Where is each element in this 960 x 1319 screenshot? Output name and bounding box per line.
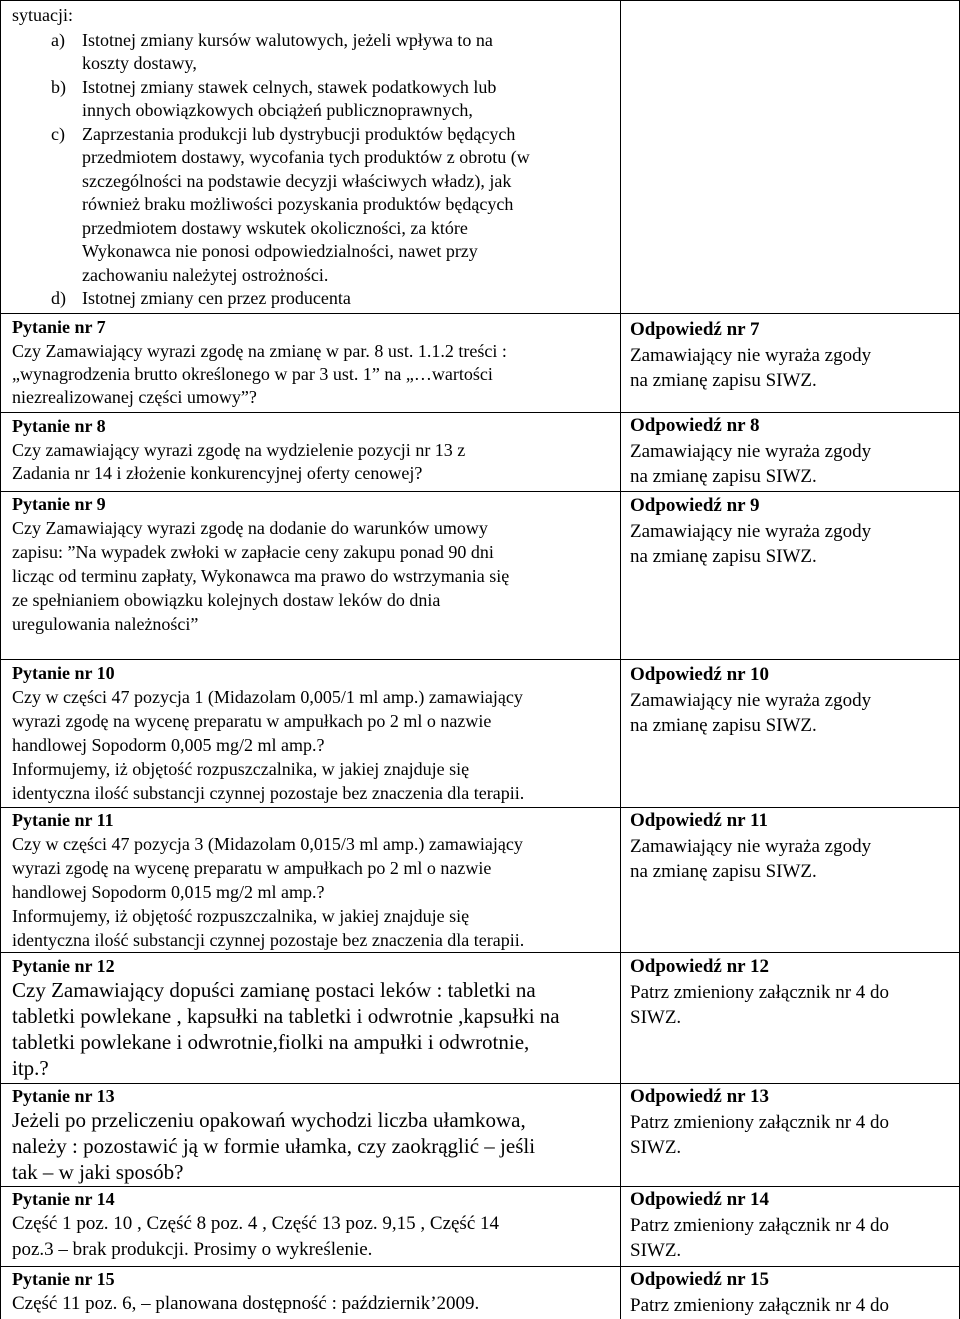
- list-item-text: szczególności na podstawie decyzji właściwych władz), jak: [82, 171, 512, 191]
- question-text: identyczna ilość substancji czynnej pozostaje bez znaczenia dla terapii.: [12, 783, 525, 803]
- answer-title: Odpowiedź nr 7: [630, 319, 760, 340]
- question-text: należy : pozostawić ją w formie ułamka, czy zaokrąglić – jeśli: [12, 1134, 536, 1158]
- row-divider: [0, 313, 960, 314]
- question-text: tak – w jaki sposób?: [12, 1160, 184, 1184]
- row-divider: [0, 491, 960, 492]
- question-text: Czy Zamawiający wyrazi zgodę na dodanie do warunków umowy: [12, 518, 488, 538]
- answer-title: Odpowiedź nr 13: [630, 1086, 770, 1107]
- question-text: Czy w części 47 pozycja 3 (Midazolam 0,015/3 ml amp.) zamawiający: [12, 834, 523, 854]
- question-text: itp.?: [12, 1056, 49, 1080]
- answer-title: Odpowiedź nr 15: [630, 1269, 770, 1290]
- answer-text: Patrz zmieniony załącznik nr 4 do: [630, 1215, 890, 1236]
- question-text: wyrazi zgodę na wycenę preparatu w ampułkach po 2 ml o nazwie: [12, 858, 492, 878]
- question-title: Pytanie nr 11: [12, 810, 114, 830]
- answer-title: Odpowiedź nr 14: [630, 1189, 770, 1210]
- question-text: „wynagrodzenia brutto określonego w par 3 ust. 1” na „…wartości: [12, 364, 493, 384]
- question-title: Pytanie nr 7: [12, 317, 106, 337]
- list-marker: b): [51, 77, 66, 97]
- list-item-text: również braku możliwości pozyskania produktów będących: [82, 194, 514, 214]
- question-text: tabletki powlekane , kapsułki na tabletki i odwrotnie ,kapsułki na: [12, 1004, 560, 1028]
- question-text: Zadania nr 14 i złożenie konkurencyjnej oferty cenowej?: [12, 463, 423, 483]
- question-title: Pytanie nr 12: [12, 956, 115, 976]
- question-text: Część 11 poz. 6, – planowana dostępność : październik’2009.: [12, 1293, 480, 1314]
- answer-text: Zamawiający nie wyraża zgody: [630, 441, 872, 462]
- list-item-text: Istotnej zmiany kursów walutowych, jeżeli wpływa to na: [82, 30, 493, 50]
- row-divider: [0, 1083, 960, 1084]
- list-item-text: koszty dostawy,: [82, 53, 197, 73]
- question-title: Pytanie nr 8: [12, 416, 106, 436]
- answer-text: na zmianę zapisu SIWZ.: [630, 715, 817, 736]
- list-marker: a): [51, 30, 65, 50]
- intro-lead: sytuacji:: [12, 5, 73, 25]
- answer-title: Odpowiedź nr 9: [630, 495, 760, 516]
- question-text: Część 1 poz. 10 , Część 8 poz. 4 , Część 13 poz. 9,15 , Część 14: [12, 1213, 500, 1234]
- question-text: poz.3 – brak produkcji. Prosimy o wykreślenie.: [12, 1239, 373, 1260]
- answer-title: Odpowiedź nr 8: [630, 415, 760, 436]
- answer-text: Zamawiający nie wyraża zgody: [630, 345, 872, 366]
- answer-title: Odpowiedź nr 11: [630, 810, 768, 831]
- question-title: Pytanie nr 13: [12, 1086, 115, 1106]
- question-text: Czy zamawiający wyrazi zgodę na wydzielenie pozycji nr 13 z: [12, 440, 466, 460]
- row-divider: [0, 659, 960, 660]
- answer-text: Patrz zmieniony załącznik nr 4 do: [630, 1112, 890, 1133]
- row-divider: [0, 1266, 960, 1267]
- list-item-text: Istotnej zmiany cen przez producenta: [82, 288, 351, 308]
- list-marker: d): [51, 288, 66, 308]
- question-title: Pytanie nr 15: [12, 1269, 115, 1289]
- question-text: Informujemy, iż objętość rozpuszczalnika, w jakiej znajduje się: [12, 759, 470, 779]
- list-item-text: przedmiotem dostawy, wycofania tych produktów z obrotu (w: [82, 147, 530, 167]
- answer-text: na zmianę zapisu SIWZ.: [630, 861, 817, 882]
- answer-text: SIWZ.: [630, 1007, 682, 1028]
- answer-text: SIWZ.: [630, 1137, 682, 1158]
- answer-title: Odpowiedź nr 10: [630, 664, 770, 685]
- answer-text: Zamawiający nie wyraża zgody: [630, 836, 872, 857]
- list-item-text: innych obowiązkowych obciążeń publicznoprawnych,: [82, 100, 473, 120]
- answer-text: Patrz zmieniony załącznik nr 4 do: [630, 982, 890, 1003]
- question-text: Czy Zamawiający dopuści zamianę postaci leków : tabletki na: [12, 978, 536, 1002]
- answer-text: na zmianę zapisu SIWZ.: [630, 546, 817, 567]
- question-text: Czy w części 47 pozycja 1 (Midazolam 0,005/1 ml amp.) zamawiający: [12, 687, 523, 707]
- question-text: identyczna ilość substancji czynnej pozostaje bez znaczenia dla terapii.: [12, 930, 525, 950]
- question-text: wyrazi zgodę na wycenę preparatu w ampułkach po 2 ml o nazwie: [12, 711, 492, 731]
- row-divider: [0, 952, 960, 953]
- row-divider: [0, 412, 960, 413]
- row-divider: [0, 1186, 960, 1187]
- answer-title: Odpowiedź nr 12: [630, 956, 770, 977]
- question-title: Pytanie nr 9: [12, 494, 106, 514]
- question-text: handlowej Sopodorm 0,015 mg/2 ml amp.?: [12, 882, 325, 902]
- table-border-top: [0, 0, 960, 1]
- list-item-text: przedmiotem dostawy wskutek okoliczności, za które: [82, 218, 468, 238]
- list-item-text: Istotnej zmiany stawek celnych, stawek podatkowych lub: [82, 77, 497, 97]
- answer-text: Zamawiający nie wyraża zgody: [630, 521, 872, 542]
- question-text: Czy Zamawiający wyrazi zgodę na zmianę w par. 8 ust. 1.1.2 treści :: [12, 341, 507, 361]
- question-text: zapisu: ”Na wypadek zwłoki w zapłacie ceny zakupu ponad 90 dni: [12, 542, 494, 562]
- list-item-text: Zaprzestania produkcji lub dystrybucji produktów będących: [82, 124, 516, 144]
- question-title: Pytanie nr 14: [12, 1189, 115, 1209]
- question-text: handlowej Sopodorm 0,005 mg/2 ml amp.?: [12, 735, 325, 755]
- list-item-text: Wykonawca nie ponosi odpowiedzialności, nawet przy: [82, 241, 478, 261]
- question-text: licząc od terminu zapłaty, Wykonawca ma prawo do wstrzymania się: [12, 566, 510, 586]
- answer-text: SIWZ.: [630, 1240, 682, 1261]
- list-marker: c): [51, 124, 65, 144]
- answer-text: na zmianę zapisu SIWZ.: [630, 370, 817, 391]
- answer-text: Patrz zmieniony załącznik nr 4 do: [630, 1295, 890, 1316]
- answer-text: na zmianę zapisu SIWZ.: [630, 466, 817, 487]
- answer-text: Zamawiający nie wyraża zgody: [630, 690, 872, 711]
- question-text: Jeżeli po przeliczeniu opakowań wychodzi liczba ułamkowa,: [12, 1108, 526, 1132]
- question-text: niezrealizowanej części umowy”?: [12, 387, 257, 407]
- question-text: tabletki powlekane i odwrotnie,fiolki na ampułki i odwrotnie,: [12, 1030, 530, 1054]
- question-text: uregulowania należności”: [12, 614, 199, 634]
- row-divider: [0, 807, 960, 808]
- list-item-text: zachowaniu należytej ostrożności.: [82, 265, 329, 285]
- question-text: ze spełnianiem obowiązku kolejnych dostaw leków do dnia: [12, 590, 441, 610]
- question-title: Pytanie nr 10: [12, 663, 115, 683]
- question-text: Informujemy, iż objętość rozpuszczalnika, w jakiej znajduje się: [12, 906, 470, 926]
